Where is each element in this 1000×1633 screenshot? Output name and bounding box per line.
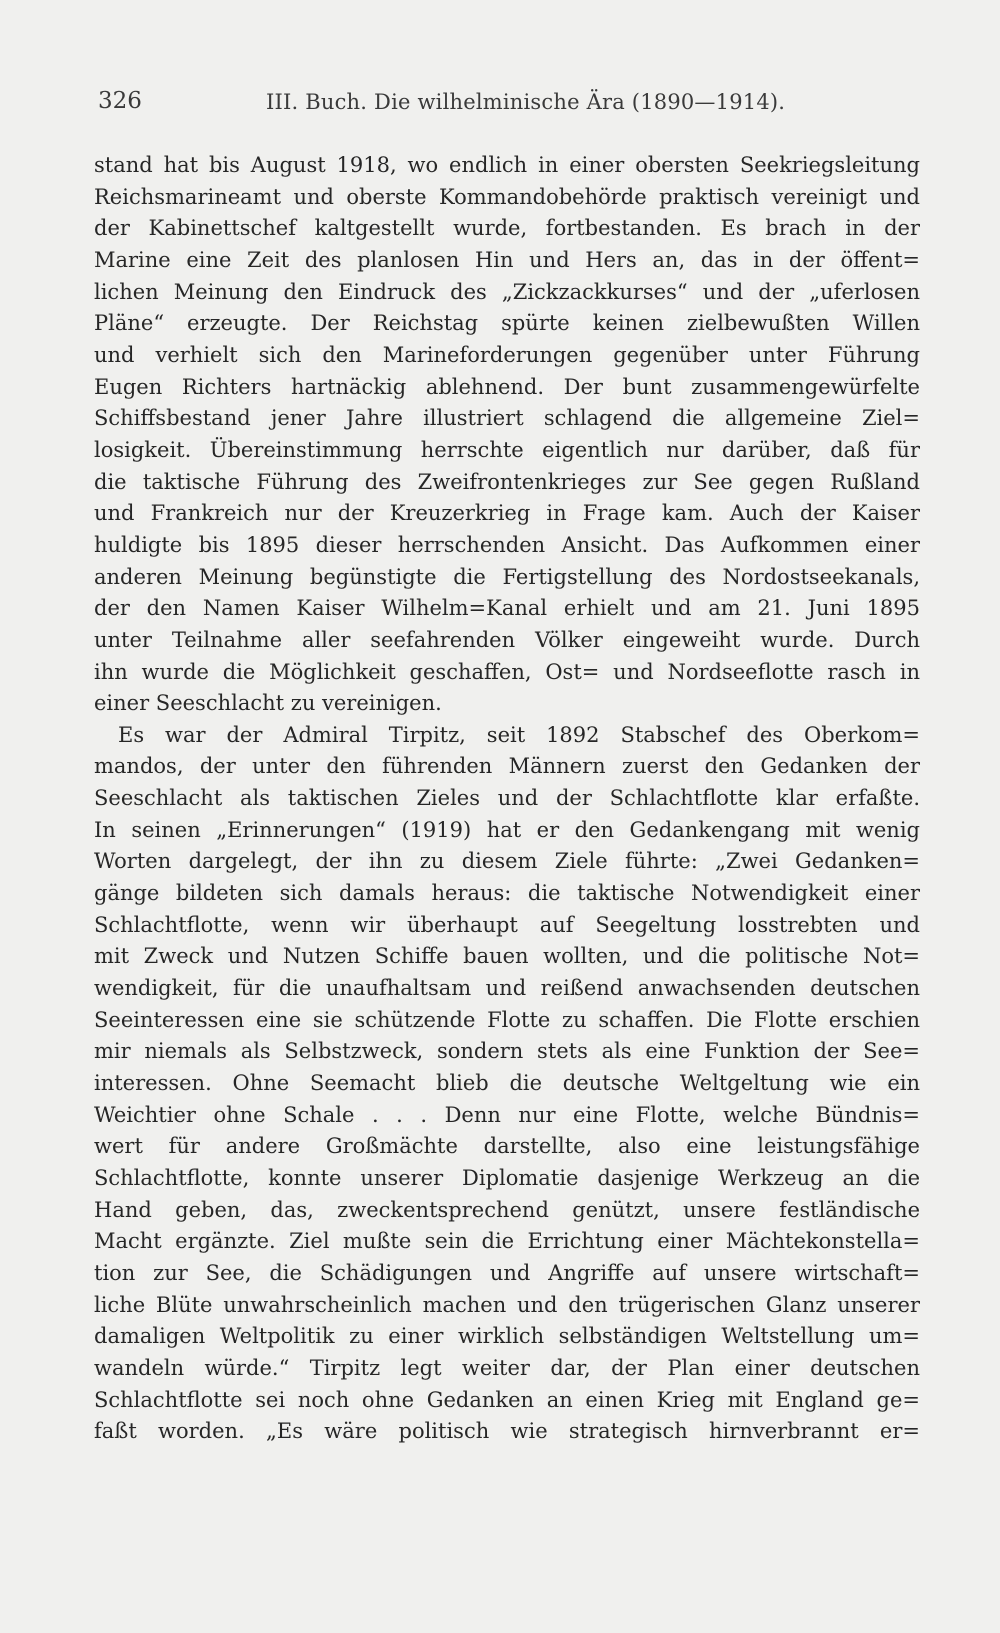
paragraph-first-line: Es war der Admiral Tirpitz, seit 1892 Stabschef des Oberkom= xyxy=(118,722,920,747)
text-line: und verhielt sich den Marineforderungen gegenüber unter Führung xyxy=(94,342,920,367)
text-line: huldigte bis 1895 dieser herrschenden Ansicht. Das Aufkommen einer xyxy=(94,532,920,557)
text-line: Eugen Richters hartnäckig ablehnend. Der bunt zusammengewürfelte xyxy=(94,374,920,399)
text-line: tion zur See, die Schädigungen und Angriffe auf unsere wirtschaft= xyxy=(94,1260,920,1285)
page-number: 326 xyxy=(98,88,142,114)
text-line: mandos, der unter den führenden Männern zuerst den Gedanken der xyxy=(94,754,920,779)
text-line: der den Namen Kaiser Wilhelm=Kanal erhielt und am 21. Juni 1895 xyxy=(94,596,920,621)
text-line: ihn wurde die Möglichkeit geschaffen, Ost= und Nordseeflotte rasch in xyxy=(94,659,920,684)
text-line: Reichsmarineamt und oberste Kommandobehörde praktisch vereinigt und xyxy=(94,184,920,209)
text-line: Marine eine Zeit des planlosen Hin und Hers an, das in der öffent= xyxy=(94,247,920,272)
text-line: faßt worden. „Es wäre politisch wie strategisch hirnverbrannt er= xyxy=(94,1419,920,1444)
paragraph-last-line: einer Seeschlacht zu vereinigen. xyxy=(94,691,442,716)
text-line: Seeschlacht als taktischen Zieles und der Schlachtflotte klar erfaßte. xyxy=(94,786,920,811)
text-line: Pläne“ erzeugte. Der Reichstag spürte keinen zielbewußten Willen xyxy=(94,311,920,336)
text-line: gänge bildeten sich damals heraus: die taktische Notwendigkeit einer xyxy=(94,881,920,906)
text-line: Hand geben, das, zweckentsprechend genützt, unsere festländische xyxy=(94,1197,920,1222)
text-line: wandeln würde.“ Tirpitz legt weiter dar, der Plan einer deutschen xyxy=(94,1355,920,1380)
running-title: III. Buch. Die wilhelminische Ära (1890—1914). xyxy=(266,90,786,114)
text-line: lichen Meinung den Eindruck des „Zickzackkurses“ und der „uferlosen xyxy=(94,279,920,304)
text-line: Macht ergänzte. Ziel mußte sein die Errichtung einer Mächtekonstella= xyxy=(94,1229,920,1254)
text-line: Schiffsbestand jener Jahre illustriert schlagend die allgemeine Ziel= xyxy=(94,406,920,431)
text-line: liche Blüte unwahrscheinlich machen und den trügerischen Glanz unserer xyxy=(94,1292,920,1317)
text-line: Schlachtflotte sei noch ohne Gedanken an einen Krieg mit England ge= xyxy=(94,1387,920,1412)
text-line: Schlachtflotte, wenn wir überhaupt auf Seegeltung losstrebten und xyxy=(94,912,920,937)
text-line: unter Teilnahme aller seefahrenden Völker eingeweiht wurde. Durch xyxy=(94,627,920,652)
text-line: wendigkeit, für die unaufhaltsam und reißend anwachsenden deutschen xyxy=(94,976,920,1001)
text-line: In seinen „Erinnerungen“ (1919) hat er den Gedankengang mit wenig xyxy=(94,817,920,842)
text-line: stand hat bis August 1918, wo endlich in einer obersten Seekriegsleitung xyxy=(94,153,920,177)
text-line: wert für andere Großmächte darstellte, also eine leistungsfähige xyxy=(94,1134,920,1159)
text-line: Schlachtflotte, konnte unserer Diplomatie dasjenige Werkzeug an die xyxy=(94,1166,920,1190)
page-header xyxy=(98,88,916,124)
text-line: mit Zweck und Nutzen Schiffe bauen wollten, und die politische Not= xyxy=(94,944,920,969)
text-line: anderen Meinung begünstigte die Fertigstellung des Nordostseekanals, xyxy=(94,564,920,589)
text-line: und Frankreich nur der Kreuzerkrieg in Frage kam. Auch der Kaiser xyxy=(94,501,920,526)
text-line: Seeinteressen eine sie schützende Flotte zu schaffen. Die Flotte erschien xyxy=(94,1007,920,1032)
text-line: losigkeit. Übereinstimmung herrschte eigentlich nur darüber, daß für xyxy=(94,437,920,462)
text-line: mir niemals als Selbstzweck, sondern stets als eine Funktion der See= xyxy=(94,1039,920,1064)
text-line: interessen. Ohne Seemacht blieb die deutsche Weltgeltung wie ein xyxy=(94,1071,920,1096)
text-line: Weichtier ohne Schale . . . Denn nur eine Flotte, welche Bündnis= xyxy=(94,1102,920,1127)
text-line: der Kabinettschef kaltgestellt wurde, fortbestanden. Es brach in der xyxy=(94,216,920,241)
body-text xyxy=(94,150,920,1448)
text-line: Worten dargelegt, der ihn zu diesem Ziele führte: „Zwei Gedanken= xyxy=(94,849,920,874)
text-line: damaligen Weltpolitik zu einer wirklich selbständigen Weltstellung um= xyxy=(94,1324,920,1349)
text-line: die taktische Führung des Zweifrontenkrieges zur See gegen Rußland xyxy=(94,469,920,494)
